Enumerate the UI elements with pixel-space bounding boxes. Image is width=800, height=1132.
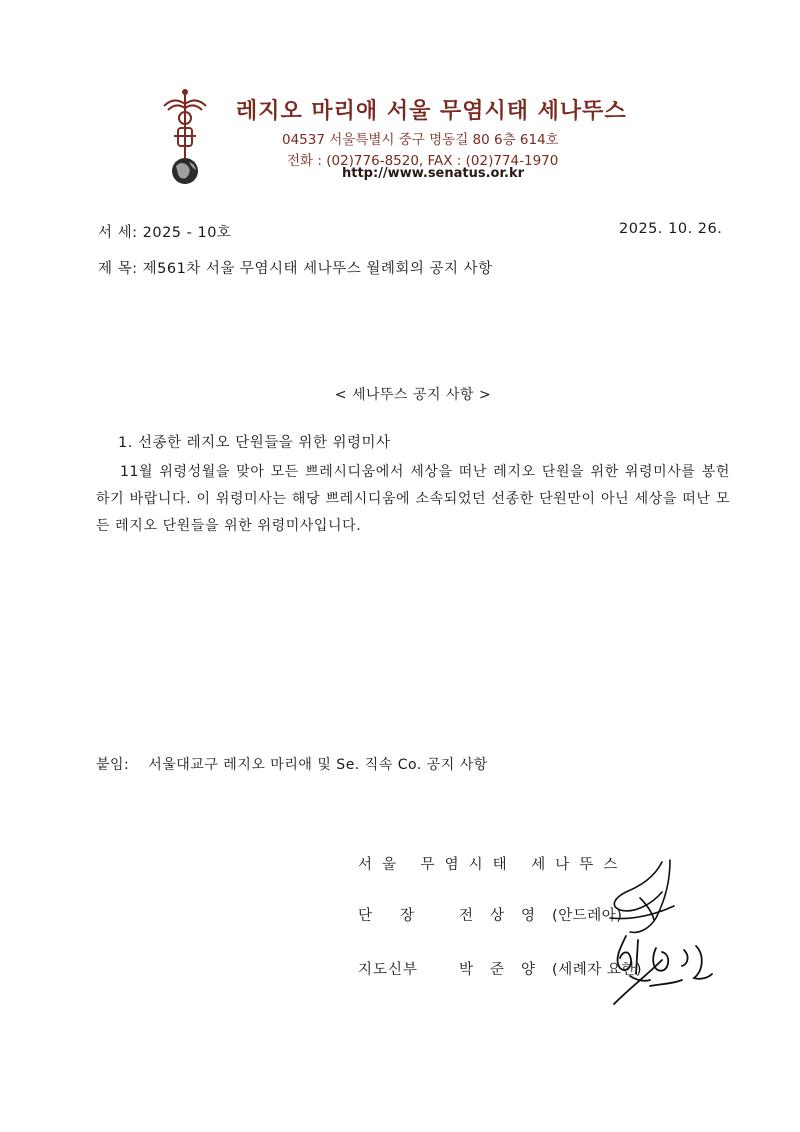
signer-role-president: 단장 <box>358 908 443 924</box>
signer-name-president <box>459 904 622 925</box>
attachment-line <box>96 754 488 774</box>
signer-name-director <box>459 958 642 979</box>
signer-role-director: 지도신부 <box>358 962 419 978</box>
organization-address: 04537 서울특별시 중구 명동길 80 6층 614호 <box>282 132 559 148</box>
attachment-text: 서울대교구 레지오 마리애 및 Se. 직속 Co. 공지 사항 <box>148 757 488 773</box>
signer-baptismal-name: (세례자 요한) <box>552 962 642 978</box>
signer-name: 전상영 <box>459 908 553 924</box>
section-title: 1. 선종한 레지오 단원들을 위한 위령미사 <box>118 435 391 451</box>
section-body: 11월 위령성월을 맞아 모든 쁘레시디움에서 세상을 떠난 레지오 단원을 위한 위령미사를 봉헌하기 바랍니다. 이 위령미사는 해당 쁘레시디움에 소속되었던 선종한 단원만이 아닌 세상을 떠난 모든 레지오 단원들을 위한 위령미사입니다. <box>96 464 730 534</box>
document-number: 서 세: 2025 - 10호 <box>98 225 232 241</box>
signer-baptismal-name: (안드레아) <box>552 908 623 924</box>
organization-phone-fax: 전화 : (02)776-8520, FAX : (02)774-1970 <box>287 153 559 169</box>
signature-organization: 서울 무염시태 세나뚜스 <box>358 857 628 873</box>
legion-emblem-logo <box>158 88 212 188</box>
document-date: 2025. 10. 26. <box>619 221 723 237</box>
signer-name: 박준양 <box>459 962 553 978</box>
organization-website: http://www.senatus.or.kr <box>342 166 525 181</box>
attachment-label: 붙임: <box>96 757 130 773</box>
document-subject: 제 목: 제561차 서울 무염시태 세나뚜스 월례회의 공지 사항 <box>98 261 493 277</box>
organization-title: 레지오 마리애 서울 무염시태 세나뚜스 <box>236 99 627 124</box>
notice-heading: < 세나뚜스 공지 사항 > <box>334 387 492 403</box>
